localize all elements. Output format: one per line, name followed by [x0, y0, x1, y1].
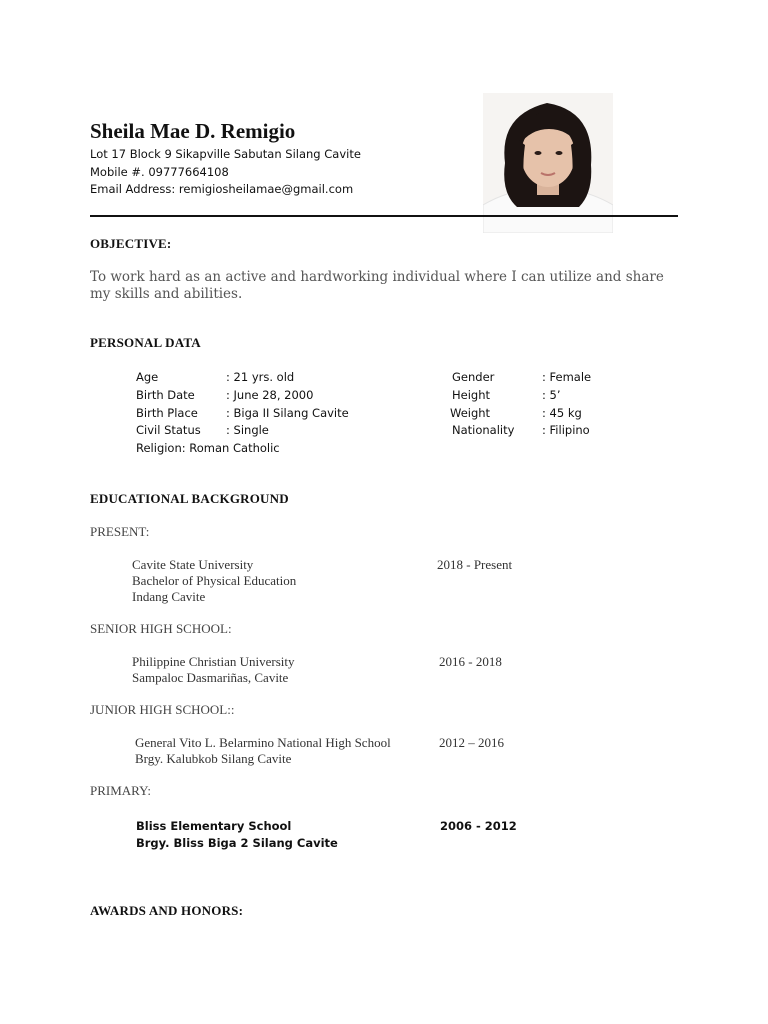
pd-religion: Religion: Roman Catholic — [136, 441, 280, 455]
objective-heading: OBJECTIVE: — [90, 236, 172, 251]
present-course: Bachelor of Physical Education — [132, 573, 297, 588]
applicant-name: Sheila Mae D. Remigio — [90, 119, 296, 143]
present-label: PRESENT: — [90, 524, 150, 539]
present-years: 2018 - Present — [437, 557, 513, 572]
primary-years: 2006 - 2012 — [440, 819, 517, 833]
junior-high-location: Brgy. Kalubkob Silang Cavite — [135, 751, 292, 766]
objective-text: To work hard as an active and hardworking individual where I can utilize and share my skills and abilities. — [90, 269, 664, 302]
pd-value-age: : 21 yrs. old — [226, 370, 295, 384]
senior-high-label: SENIOR HIGH SCHOOL: — [90, 621, 232, 636]
pd-value-height: : 5’ — [542, 388, 561, 402]
pd-value-nationality: : Filipino — [542, 423, 590, 437]
pd-label-nationality: Nationality — [452, 423, 515, 437]
pd-label-age: Age — [136, 370, 159, 384]
senior-high-years: 2016 - 2018 — [439, 654, 502, 669]
awards-heading: AWARDS AND HONORS: — [90, 903, 244, 918]
pd-label-civil-status: Civil Status — [136, 423, 201, 437]
personal-data-heading: PERSONAL DATA — [90, 335, 201, 350]
primary-school: Bliss Elementary School — [136, 819, 292, 833]
header-divider — [90, 215, 678, 217]
senior-high-location: Sampaloc Dasmariñas, Cavite — [132, 670, 289, 685]
present-school: Cavite State University — [132, 557, 254, 572]
primary-label: PRIMARY: — [90, 783, 151, 798]
primary-location: Brgy. Bliss Biga 2 Silang Cavite — [136, 836, 338, 850]
pd-value-weight: : 45 kg — [542, 406, 582, 420]
mobile-line: Mobile #. 09777664108 — [90, 165, 229, 179]
present-location: Indang Cavite — [132, 589, 206, 604]
pd-value-birth-place: : Biga II Silang Cavite — [226, 406, 349, 420]
pd-label-birth-place: Birth Place — [136, 406, 198, 420]
junior-high-school: General Vito L. Belarmino National High School — [135, 735, 391, 750]
email-line: Email Address: remigiosheilamae@gmail.com — [90, 182, 354, 196]
pd-label-birth-date: Birth Date — [136, 388, 195, 402]
pd-label-gender: Gender — [452, 370, 495, 384]
junior-high-label: JUNIOR HIGH SCHOOL:: — [90, 702, 235, 717]
address-line: Lot 17 Block 9 Sikapville Sabutan Silang Cavite — [90, 147, 361, 161]
profile-photo — [483, 93, 613, 233]
education-heading: EDUCATIONAL BACKGROUND — [90, 491, 289, 506]
senior-high-school: Philippine Christian University — [132, 654, 295, 669]
pd-label-height: Height — [452, 388, 491, 402]
portrait-illustration — [483, 93, 613, 233]
pd-value-gender: : Female — [542, 370, 592, 384]
pd-value-birth-date: : June 28, 2000 — [226, 388, 314, 402]
pd-value-civil-status: : Single — [226, 423, 269, 437]
pd-label-weight: Weight — [450, 406, 491, 420]
junior-high-years: 2012 – 2016 — [439, 735, 504, 750]
